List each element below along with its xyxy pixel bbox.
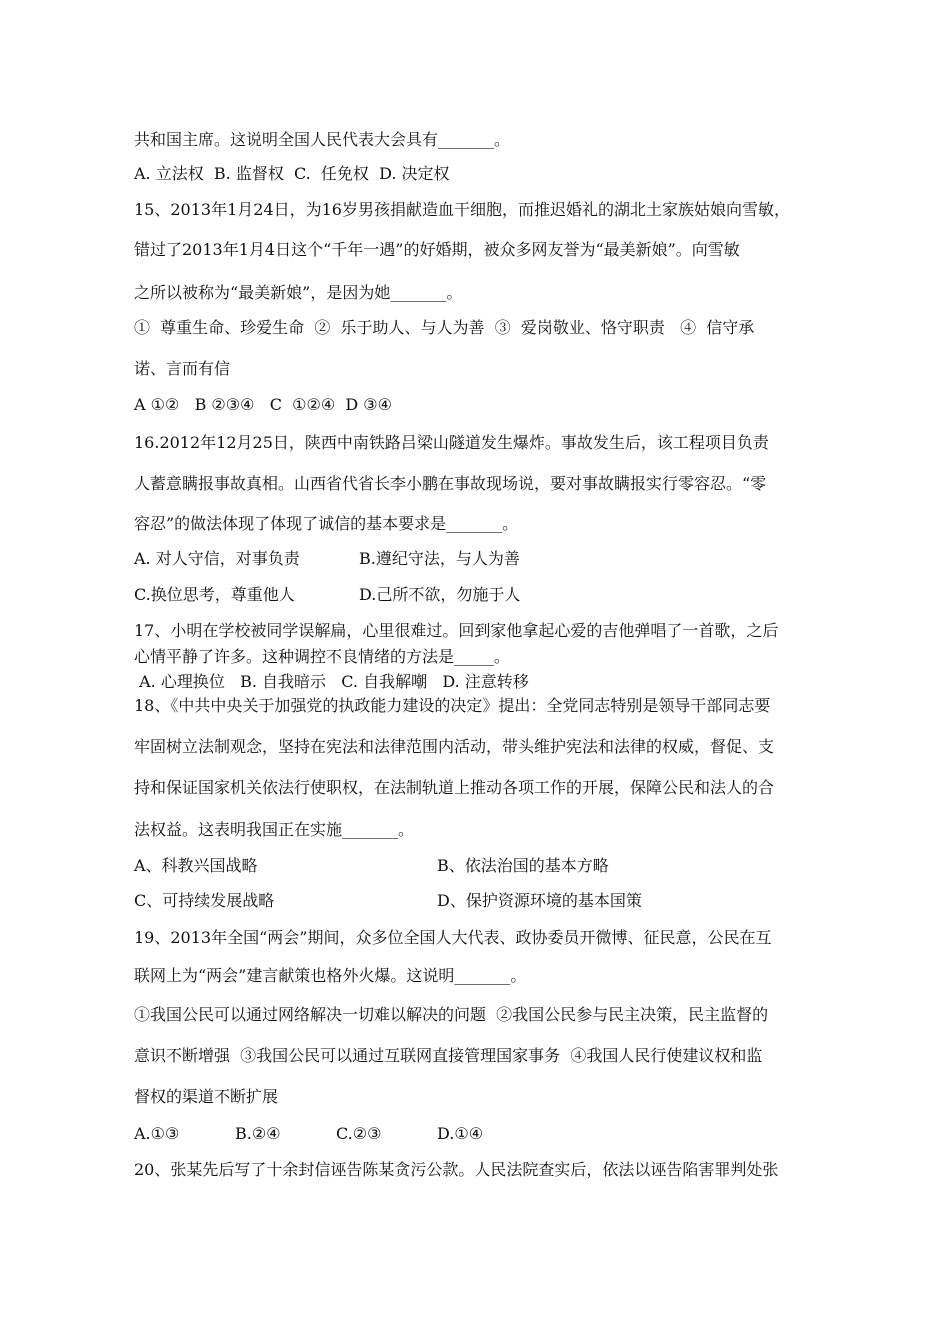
question-20: 20、张某先后写了十余封信诬告陈某贪污公款。人民法院查实后，依法以诬告陷害罪判处张	[134, 1160, 779, 1179]
option-c: C、可持续发展战略	[134, 891, 275, 910]
text-line: ①我国公民可以通过网络解决一切难以解决的问题 ②我国公民参与民主决策，民主监督的	[134, 1005, 769, 1024]
answer-options: A ①② B ②③④ C ①②④ D ③④	[134, 395, 392, 414]
text-line: 联网上为“两会”建言献策也格外火爆。这说明_______。	[134, 966, 527, 985]
text-line: 法权益。这表明我国正在实施_______。	[134, 820, 415, 839]
option-d: D.己所不欲，勿施于人	[359, 585, 521, 604]
question-19: 19、2013年全国“两会”期间，众多位全国人大代表、政协委员开微博、征民意，公民在互	[134, 928, 772, 947]
question-15: 15、2013年1月24日，为16岁男孩捐献造血干细胞，而推迟婚礼的湖北土家族姑娘向雪敏，	[134, 200, 790, 219]
option-a: A. 对人守信，对事负责	[134, 549, 300, 568]
question-18: 18、《中共中央关于加强党的执政能力建设的决定》提出：全党同志特别是领导干部同志要	[134, 696, 771, 715]
text-line: 心情平静了许多。这种调控不良情绪的方法是_____。	[134, 647, 511, 666]
question-16: 16.2012年12月25日，陕西中南铁路吕梁山隧道发生爆炸。事故发生后，该工程项目负责	[134, 433, 769, 452]
text-line: 共和国主席。这说明全国人民代表大会具有_______。	[134, 130, 511, 149]
option-d: D、保护资源环境的基本国策	[437, 891, 642, 910]
option-b: B、依法治国的基本方略	[437, 856, 609, 875]
text-line: 督权的渠道不断扩展	[134, 1087, 279, 1106]
text-line: 持和保证国家机关依法行使职权，在法制轨道上推动各项工作的开展，保障公民和法人的合	[134, 778, 775, 797]
option-c: C.②③	[336, 1124, 382, 1143]
text-line: 之所以被称为“最美新娘”，是因为她_______。	[134, 283, 463, 302]
question-17: 17、小明在学校被同学误解扁，心里很难过。回到家他拿起心爱的吉他弹唱了一首歌，之后	[134, 621, 779, 640]
option-a: A.①③	[134, 1124, 180, 1143]
option-c: C.换位思考，尊重他人	[134, 585, 295, 604]
text-line: 牢固树立法制观念，坚持在宪法和法律范围内活动，带头维护宪法和法律的权威，督促、支	[134, 737, 775, 756]
answer-options: A. 心理换位 B. 自我暗示 C. 自我解嘲 D. 注意转移	[134, 672, 529, 691]
option-a: A、科教兴国战略	[134, 856, 258, 875]
answer-options: A. 立法权 B. 监督权 C. 任免权 D. 决定权	[134, 164, 450, 183]
text-line: 人蓄意瞒报事故真相。山西省代省长李小鹏在事故现场说，要对事故瞒报实行零容忍。“零	[134, 474, 767, 493]
option-b: B.遵纪守法，与人为善	[359, 549, 520, 568]
option-d: D.①④	[437, 1124, 484, 1143]
text-line: 错过了2013年1月4日这个“千年一遇”的好婚期，被众多网友誉为“最美新娘”。向雪敏	[134, 240, 740, 259]
text-line: 诺、言而有信	[134, 359, 231, 378]
text-line: 容忍”的做法体现了体现了诚信的基本要求是_______。	[134, 514, 519, 533]
option-b: B.②④	[235, 1124, 281, 1143]
text-line: 意识不断增强 ③我国公民可以通过互联网直接管理国家事务 ④我国人民行使建议权和监	[134, 1046, 763, 1065]
text-line: ① 尊重生命、珍爱生命 ② 乐于助人、与人为善 ③ 爱岗敬业、恪守职责 ④ 信守承	[134, 318, 755, 337]
